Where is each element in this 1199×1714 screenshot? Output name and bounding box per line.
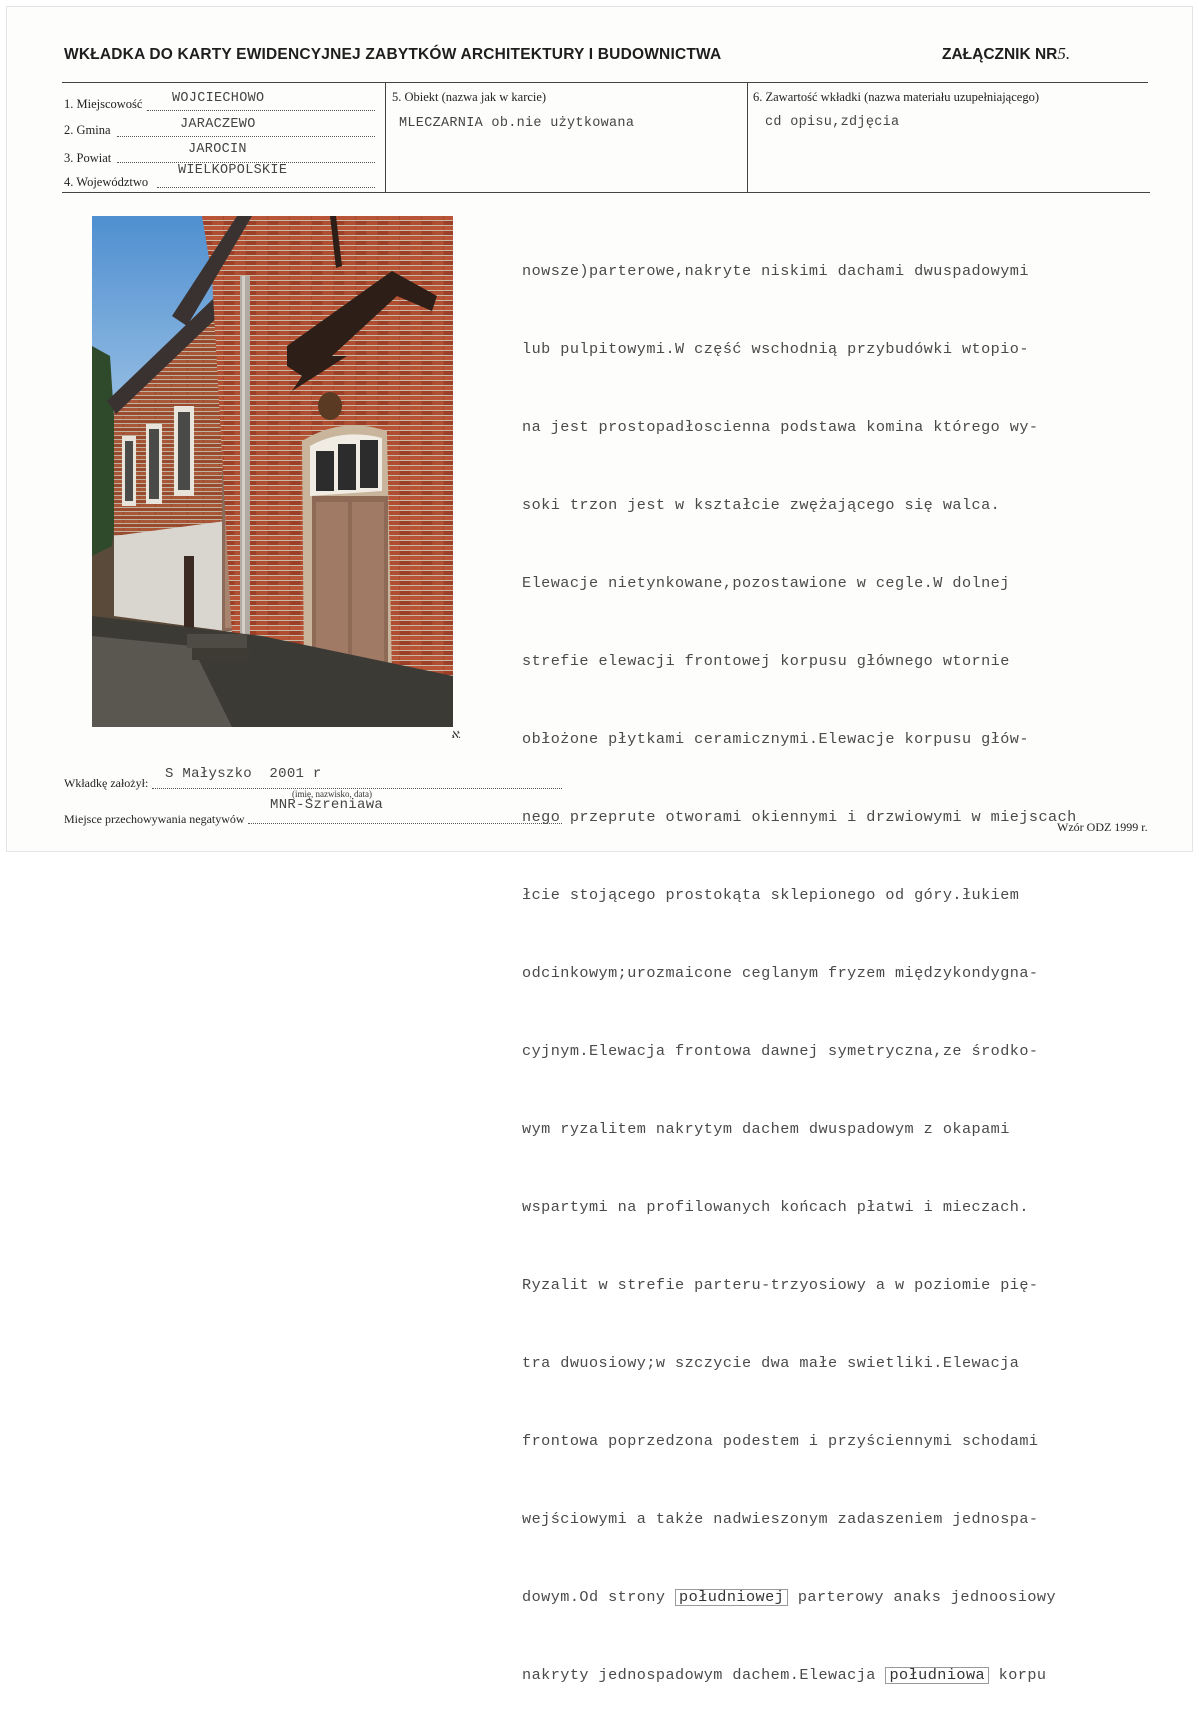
negatywy-dots bbox=[248, 822, 562, 824]
description-line: obłożone płytkami ceramicznymi.Elewacje korpusu głów- bbox=[522, 730, 1029, 748]
contents-label: 6. Zawartość wkładki (nazwa materiału uzupełniającego) bbox=[753, 90, 1039, 104]
powiat-value: JAROCIN bbox=[188, 142, 247, 157]
zalozyl-value: S Małyszko 2001 r bbox=[165, 766, 322, 782]
line18-pre: dowym.Od strony bbox=[522, 1588, 676, 1606]
table-divider-1 bbox=[385, 82, 386, 192]
gmina-label: 2. Gmina bbox=[64, 123, 111, 137]
document-title: WKŁADKA DO KARTY EWIDENCYJNEJ ZABYTKÓW ARCHITEKTURY I BUDOWNICTWA bbox=[64, 46, 722, 63]
gmina-value: JARACZEWO bbox=[180, 117, 256, 132]
description-line: wejściowymi a także nadwieszonym zadaszeniem jednospa- bbox=[522, 1510, 1039, 1528]
line18-post: parterowy anaks jednoosiowy bbox=[788, 1588, 1057, 1606]
table-divider-2 bbox=[747, 82, 748, 192]
attachment-number-handwritten: 5. bbox=[1057, 44, 1071, 63]
description-line: łcie stojącego prostokąta sklepionego od góry.łukiem bbox=[522, 886, 1020, 904]
negatywy-label: Miejsce przechowywania negatywów bbox=[64, 812, 245, 826]
description-line: wym ryzalitem nakrytym dachem dwuspadowym z okapami bbox=[522, 1120, 1010, 1138]
description-line: tra dwuosiowy;w szczycie dwa małe swietliki.Elewacja bbox=[522, 1354, 1020, 1372]
contents-value: cd opisu,zdjęcia bbox=[765, 115, 900, 130]
miejscowosc-label: 1. Miejscowość bbox=[64, 97, 143, 111]
description-line: na jest prostopadłoscienna podstawa komina którego wy- bbox=[522, 418, 1039, 436]
object-label: 5. Obiekt (nazwa jak w karcie) bbox=[392, 90, 547, 104]
building-photo bbox=[92, 216, 453, 727]
stamped-word-poludniowa: południowa bbox=[885, 1667, 989, 1684]
description-line: nego przeprute otworami okiennymi i drzwiowymi w miejscach bbox=[522, 808, 1077, 826]
object-value: MLECZARNIA ob.nie użytkowana bbox=[399, 116, 635, 131]
description-text bbox=[522, 206, 1082, 1714]
description-line: strefie elewacji frontowej korpusu głównego wtornie bbox=[522, 652, 1010, 670]
negatywy-value: MNR-Szreniawa bbox=[270, 797, 384, 813]
gmina-dots bbox=[117, 135, 375, 137]
table-bottom-line bbox=[62, 192, 1150, 193]
photo-mark: ℵ. bbox=[451, 730, 461, 741]
description-line: lub pulpitowymi.W część wschodnią przybudówki wtopio- bbox=[522, 340, 1029, 358]
description-line: wspartymi na profilowanych końcach płatwi i mieczach. bbox=[522, 1198, 1029, 1216]
form-template-note: Wzór ODZ 1999 r. bbox=[1057, 820, 1148, 834]
wojewodztwo-dots bbox=[157, 186, 375, 188]
wojewodztwo-label: 4. Województwo bbox=[64, 175, 149, 189]
powiat-label: 3. Powiat bbox=[64, 151, 112, 165]
line19-pre: nakryty jednospadowym dachem.Elewacja bbox=[522, 1666, 886, 1684]
description-line: frontowa poprzedzona podestem i przyściennymi schodami bbox=[522, 1432, 1039, 1450]
building-photo-image bbox=[92, 216, 453, 727]
line19-post: korpu bbox=[989, 1666, 1047, 1684]
attachment-label: ZAŁĄCZNIK NR bbox=[942, 46, 1058, 63]
description-line: nowsze)parterowe,nakryte niskimi dachami dwuspadowymi bbox=[522, 262, 1029, 280]
miejscowosc-value: WOJCIECHOWO bbox=[172, 91, 265, 106]
miejscowosc-dots bbox=[147, 109, 375, 111]
zalozyl-hint: (imię, nazwisko, data) bbox=[292, 789, 372, 799]
zalozyl-label: Wkładkę założył: bbox=[64, 776, 149, 790]
description-line: Ryzalit w strefie parteru-trzyosiowy a w poziomie pię- bbox=[522, 1276, 1039, 1294]
attachment-number bbox=[942, 44, 1070, 64]
description-line: cyjnym.Elewacja frontowa dawnej symetryczna,ze środko- bbox=[522, 1042, 1039, 1060]
wojewodztwo-value: WIELKOPOLSKIE bbox=[178, 163, 288, 178]
description-line-18 bbox=[522, 1584, 1082, 1610]
description-line: Elewacje nietynkowane,pozostawione w cegle.W dolnej bbox=[522, 574, 1010, 592]
description-line: soki trzon jest w kształcie zwężającego się walca. bbox=[522, 496, 1001, 514]
description-line-19 bbox=[522, 1662, 1082, 1688]
description-line: odcinkowym;urozmaicone ceglanym fryzem międzykondygna- bbox=[522, 964, 1039, 982]
stamped-word-poludniowej: południowej bbox=[675, 1589, 788, 1606]
table-top-line bbox=[62, 82, 1148, 83]
